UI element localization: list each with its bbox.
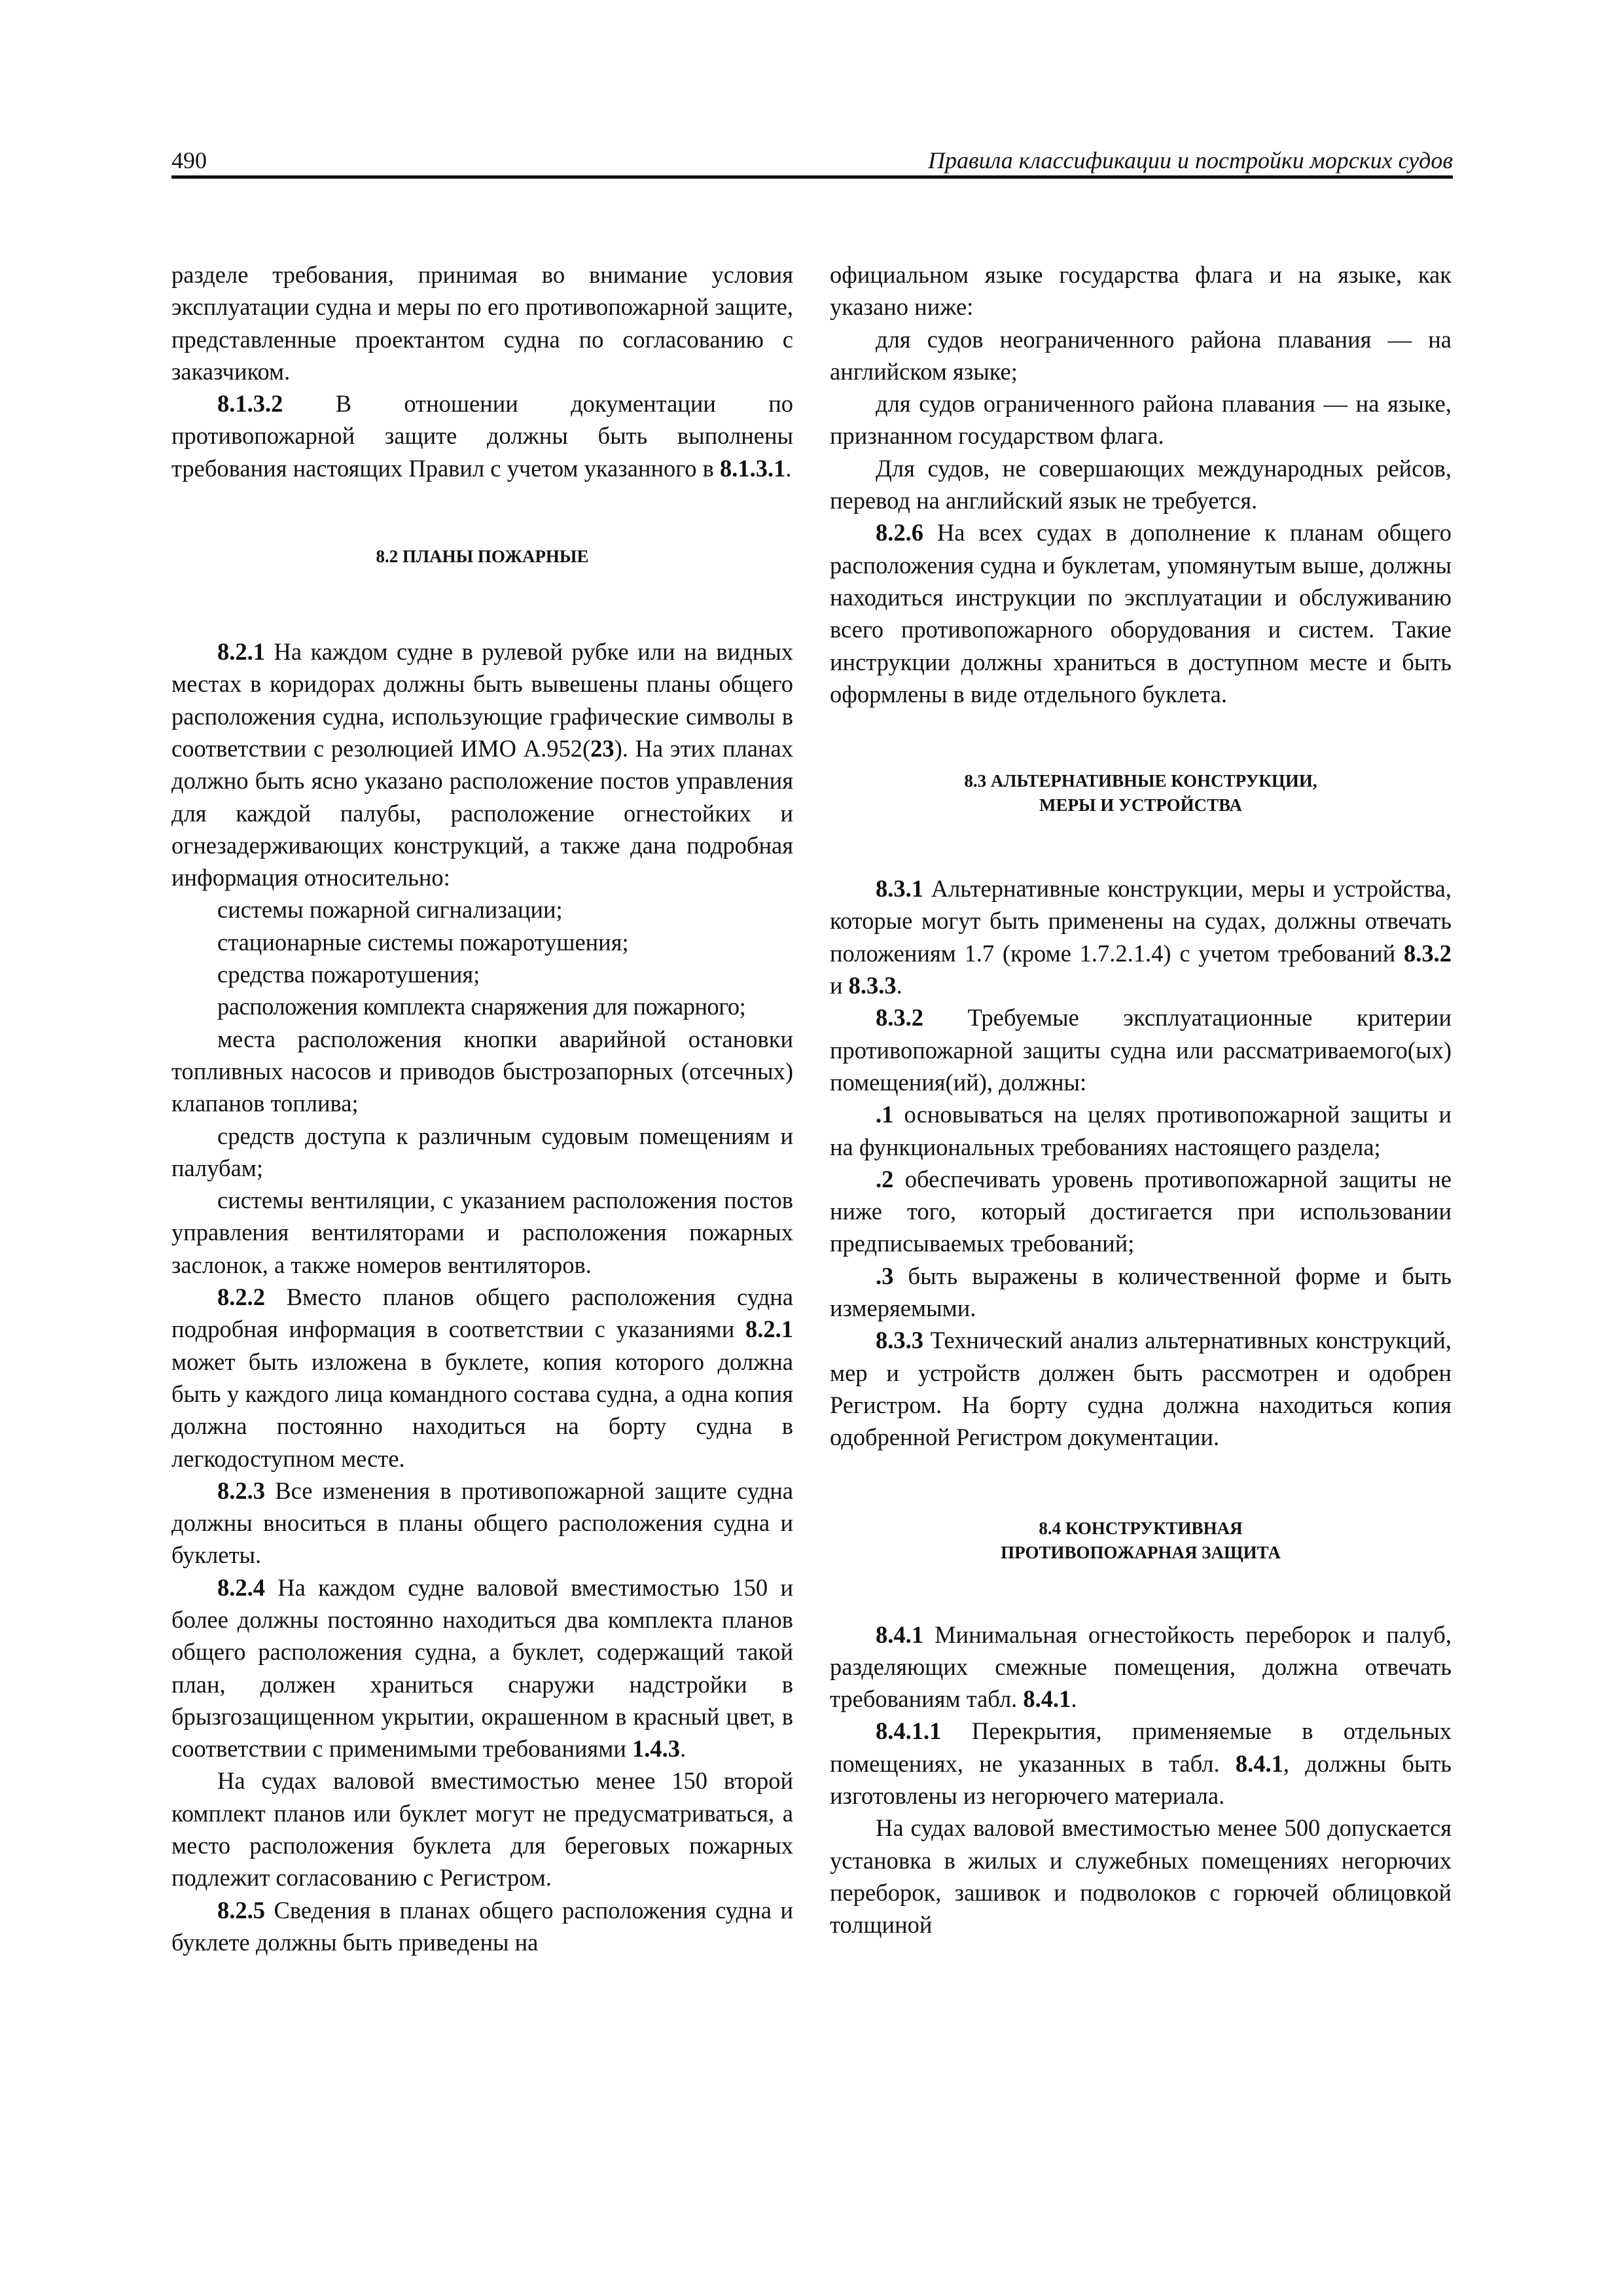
- clause-reference: 8.4.1: [1235, 1749, 1283, 1777]
- subitem-1: .1 основываться на целях противопожарной защиты и на функциональных требованиях настоящего раздела;: [830, 1101, 1452, 1160]
- subitem-3: .3 быть выражены в количественной форме и быть измеряемыми.: [830, 1262, 1452, 1322]
- subitem-number: .2: [876, 1165, 894, 1193]
- section-heading-8-4: 8.4 КОНСТРУКТИВНАЯ ПРОТИВОПОЖАРНАЯ ЗАЩИТА: [1001, 1518, 1281, 1562]
- list-item: системы пожарной сигнализации;: [217, 896, 563, 924]
- section-heading-8-3: 8.3 АЛЬТЕРНАТИВНЫЕ КОНСТРУКЦИИ, МЕРЫ И УСТРОЙСТВА: [964, 771, 1317, 816]
- paragraph-8-1-3-1-continued: разделе требования, принимая во внимание условия эксплуатации судна и меры по его противопожарной защите, представленные проектантом судна по согласованию с заказчиком.: [171, 261, 793, 385]
- left-column: [171, 259, 793, 1958]
- clause-number: 8.2.6: [876, 519, 923, 547]
- paragraph-small-tonnage: На судах валовой вместимостью менее 500 допускается установка в жилых и служебных помещениях негорючих переборок, зашивок и подволоков с горючей облицовкой толщиной: [830, 1814, 1452, 1939]
- subitem-2: .2 обеспечивать уровень противопожарной защиты не ниже того, который достигается при использовании предписываемых требований;: [830, 1165, 1452, 1257]
- paragraph-8-2-5-continued: официальном языке государства флага и на языке, как указано ниже:: [830, 261, 1452, 321]
- paragraph-8-4-1: 8.4.1 Минимальная огнестойкость переборок и палуб, разделяющих смежные помещения, должна отвечать требованиям табл. 8.4.1.: [830, 1621, 1452, 1713]
- clause-number: 8.2.5: [217, 1896, 265, 1924]
- clause-reference: 1.4.3: [632, 1735, 680, 1763]
- list-item: средства пожаротушения;: [217, 961, 480, 988]
- clause-reference: 8.4.1: [1023, 1685, 1071, 1713]
- subitem-number: .1: [876, 1101, 894, 1128]
- paragraph-ventilation: системы вентиляции, с указанием расположения постов управления вентиляторами и расположения пожарных заслонок, а также номеров вентиляторов.: [171, 1187, 793, 1278]
- right-column: [830, 259, 1452, 1941]
- paragraph-emergency-stop: места расположения кнопки аварийной остановки топливных насосов и приводов быстрозапорных (отсечных) клапанов топлива;: [171, 1025, 793, 1117]
- clause-number: 8.4.1.1: [876, 1717, 942, 1745]
- clause-number: 8.3.2: [876, 1004, 923, 1031]
- paragraph-8-2-5: 8.2.5 Сведения в планах общего расположения судна и буклете должны быть приведены на: [171, 1896, 793, 1956]
- paragraph-no-translation: Для судов, не совершающих международных рейсов, перевод на английский язык не требуется.: [830, 454, 1452, 514]
- clause-reference: 8.3.2: [1404, 939, 1452, 967]
- list-item: расположения комплекта снаряжения для пожарного;: [217, 993, 746, 1020]
- paragraph-8-2-4: 8.2.4 На каждом судне валовой вместимостью 150 и более должны постоянно находиться два комплекта планов общего расположения судна, а буклет, содержащий такой план, должен храниться снаружи надстройки в брызгозащищенном укрытии, окрашенном в красный цвет, в соответствии с применимыми требованиями 1.4.3.: [171, 1573, 793, 1763]
- clause-reference: 8.1.3.1: [720, 454, 786, 482]
- clause-number: 8.1.3.2: [217, 390, 283, 418]
- page-number: 490: [171, 147, 207, 173]
- clause-reference: 8.2.1: [745, 1316, 793, 1343]
- running-title: Правила классификации и постройки морских судов: [928, 147, 1453, 173]
- subitem-number: .3: [876, 1262, 894, 1289]
- paragraph-unrestricted-area: для судов неограниченного района плавания — на английском языке;: [830, 325, 1452, 385]
- paragraph-8-2-3: 8.2.3 Все изменения в противопожарной защите судна должны вноситься в планы общего расположения судна и буклеты.: [171, 1477, 793, 1569]
- paragraph-8-1-3-2: 8.1.3.2 В отношении документации по противопожарной защите должны быть выполнены требования настоящих Правил с учетом указанного в 8.1.3.1.: [171, 390, 793, 482]
- clause-reference: 23: [590, 734, 615, 762]
- list-item: стационарные системы пожаротушения;: [217, 928, 629, 956]
- clause-reference: 8.3.3: [848, 972, 897, 999]
- clause-number: 8.3.1: [876, 875, 923, 903]
- paragraph-8-3-2: 8.3.2 Требуемые эксплуатационные критерии противопожарной защиты судна или рассматриваемого(ых) помещения(ий), должны:: [830, 1004, 1452, 1096]
- paragraph-small-ships: На судах валовой вместимостью менее 150 второй комплект планов или буклет могут не предусматриваться, а место расположения буклета для береговых пожарных подлежит согласованию с Регистром.: [171, 1767, 793, 1892]
- clause-number: 8.2.4: [217, 1573, 265, 1601]
- header-divider: [171, 175, 1453, 179]
- clause-number: 8.2.3: [217, 1477, 265, 1504]
- paragraph-8-4-1-1: 8.4.1.1 Перекрытия, применяемые в отдельных помещениях, не указанных в табл. 8.4.1, должны быть изготовлены из негорючего материала.: [830, 1717, 1452, 1809]
- paragraph-8-3-3: 8.3.3 Технический анализ альтернативных конструкций, мер и устройств должен быть рассмотрен и одобрен Регистром. На борту судна должна находиться копия одобренной Регистром документации.: [830, 1327, 1452, 1451]
- paragraph-restricted-area: для судов ограниченного района плавания — на языке, признанном государством флага.: [830, 390, 1452, 450]
- clause-number: 8.2.2: [217, 1283, 265, 1311]
- section-heading-8-2: 8.2 ПЛАНЫ ПОЖАРНЫЕ: [376, 547, 589, 567]
- clause-number: 8.3.3: [876, 1327, 923, 1354]
- clause-number: 8.2.1: [217, 638, 265, 666]
- paragraph-8-2-2: 8.2.2 Вместо планов общего расположения судна подробная информация в соответствии с указаниями 8.2.1 может быть изложена в буклете, копия которого должна быть у каждого лица командного состава судна, а одна копия должна постоянно находиться на борту судна в легкодоступном месте.: [171, 1283, 793, 1472]
- paragraph-8-2-1: 8.2.1 На каждом судне в рулевой рубке или на видных местах в коридорах должны быть вывешены планы общего расположения судна, использующие графические символы в соответствии с резолюцией ИМО А.952(23). На этих планах должно быть ясно указано расположение постов управления для каждой палубы, расположение огнестойких и огнезадерживающих конструкций, а также дана подробная информация относительно:: [171, 638, 793, 891]
- paragraph-8-3-1: 8.3.1 Альтернативные конструкции, меры и устройства, которые могут быть применены на судах, должны отвечать положениям 1.7 (кроме 1.7.2.1.4) с учетом требований 8.3.2 и 8.3.3.: [830, 875, 1452, 999]
- paragraph-access-means: средств доступа к различным судовым помещениям и палубам;: [171, 1122, 793, 1181]
- paragraph-8-2-6: 8.2.6 На всех судах в дополнение к планам общего расположения судна и буклетам, упомянутым выше, должны находиться инструкции по эксплуатации и обслуживанию всего противопожарного оборудования и систем. Такие инструкции должны храниться в доступном месте и быть оформлены в виде отдельного буклета.: [830, 519, 1452, 708]
- clause-number: 8.4.1: [876, 1621, 923, 1648]
